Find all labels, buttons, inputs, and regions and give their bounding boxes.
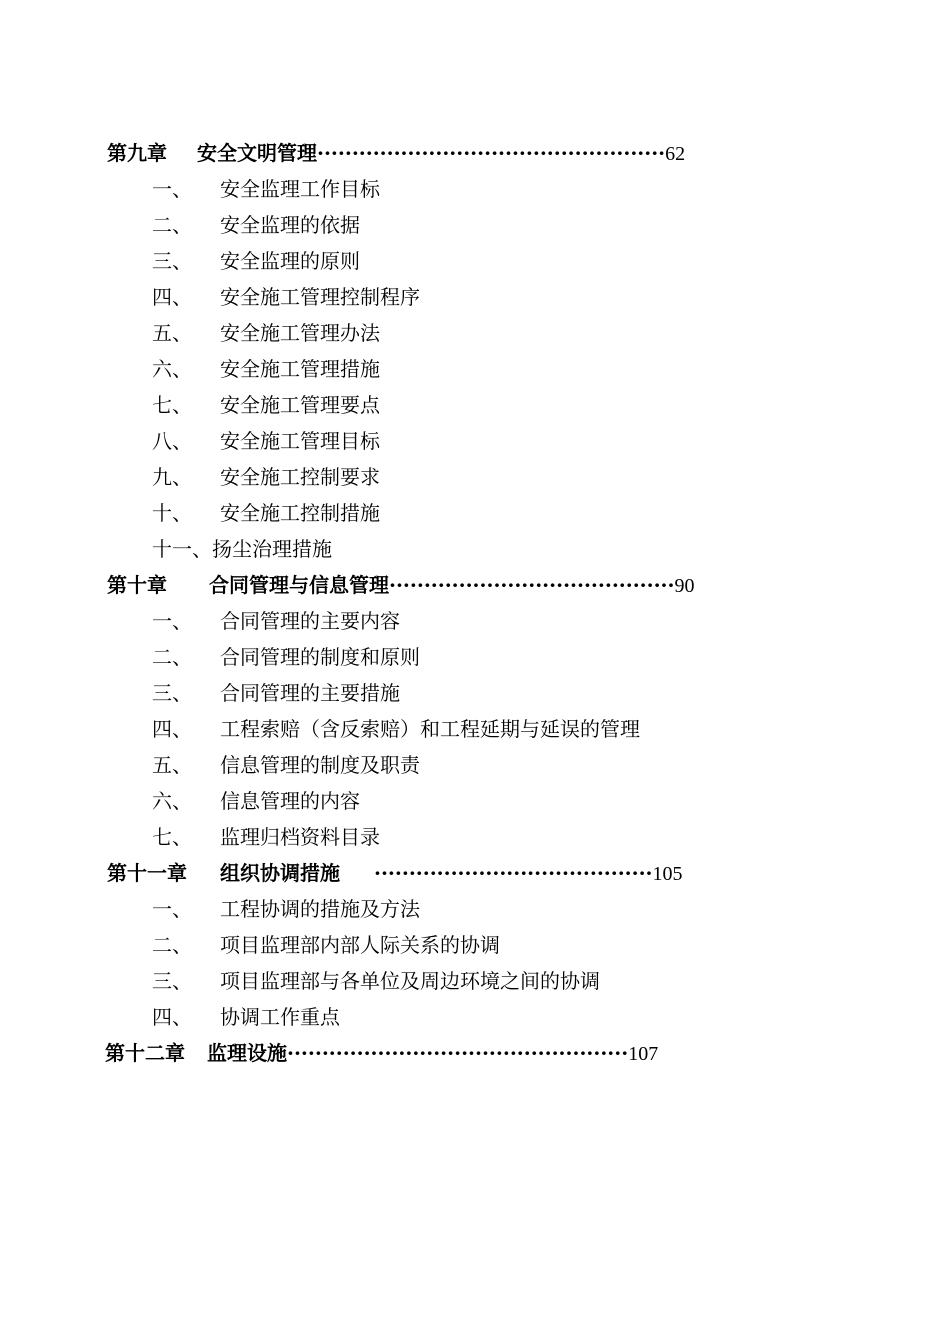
toc-item[interactable]: [152, 1002, 340, 1032]
item-number: 六、: [152, 789, 192, 813]
chapter-title: 合同管理与信息管理: [209, 573, 389, 597]
toc-item[interactable]: [152, 210, 360, 240]
dot-leader: ·········································: [389, 573, 675, 597]
item-title: 信息管理的制度及职责: [220, 753, 420, 777]
item-title: 扬尘治理措施: [212, 537, 332, 561]
item-title: 安全施工管理要点: [220, 393, 380, 417]
toc-item[interactable]: [152, 606, 400, 636]
dot-leader: ·················································: [287, 1041, 629, 1065]
item-number: 十一、: [152, 537, 212, 561]
item-number: 七、: [152, 825, 192, 849]
toc-chapter-11[interactable]: [107, 858, 683, 888]
dot-leader: ··················································: [317, 141, 666, 165]
toc-item[interactable]: [152, 714, 640, 744]
toc-item[interactable]: [152, 462, 380, 492]
item-title: 安全施工管理控制程序: [220, 285, 420, 309]
item-title: 协调工作重点: [220, 1005, 340, 1029]
item-title: 合同管理的主要措施: [220, 681, 400, 705]
item-number: 四、: [152, 1005, 192, 1029]
toc-item[interactable]: [152, 426, 380, 456]
chapter-label: 第十二章: [105, 1041, 185, 1065]
chapter-label: 第十一章: [107, 861, 187, 885]
item-title: 工程协调的措施及方法: [220, 897, 420, 921]
toc-chapter-10[interactable]: [107, 570, 694, 600]
item-number: 十、: [152, 501, 192, 525]
item-number: 一、: [152, 897, 192, 921]
toc-item[interactable]: [152, 642, 420, 672]
toc-item[interactable]: [152, 930, 500, 960]
item-number: 七、: [152, 393, 192, 417]
toc-item[interactable]: [152, 354, 380, 384]
item-number: 三、: [152, 969, 192, 993]
item-title: 安全监理的依据: [220, 213, 360, 237]
item-number: 一、: [152, 177, 192, 201]
item-number: 八、: [152, 429, 192, 453]
item-title: 监理归档资料目录: [220, 825, 380, 849]
item-number: 一、: [152, 609, 192, 633]
item-number: 二、: [152, 933, 192, 957]
item-title: 项目监理部与各单位及周边环境之间的协调: [220, 969, 600, 993]
item-number: 六、: [152, 357, 192, 381]
toc-item[interactable]: [152, 318, 380, 348]
item-title: 安全监理工作目标: [220, 177, 380, 201]
toc-item[interactable]: [152, 498, 380, 528]
toc-item[interactable]: [152, 282, 420, 312]
toc-item[interactable]: [152, 174, 380, 204]
item-title: 安全施工管理措施: [220, 357, 380, 381]
item-title: 合同管理的制度和原则: [220, 645, 420, 669]
chapter-label: 第十章: [107, 573, 167, 597]
item-title: 安全施工控制要求: [220, 465, 380, 489]
item-title: 安全监理的原则: [220, 249, 360, 273]
item-title: 信息管理的内容: [220, 789, 360, 813]
dot-leader: ········································: [374, 861, 653, 885]
chapter-title: 组织协调措施: [220, 861, 340, 885]
page-number: 107: [628, 1043, 659, 1065]
toc-item[interactable]: [152, 786, 360, 816]
item-number: 四、: [152, 285, 192, 309]
toc-item[interactable]: [152, 390, 380, 420]
toc-chapter-12[interactable]: [105, 1038, 658, 1068]
item-number: 二、: [152, 645, 192, 669]
page-number: 105: [652, 863, 683, 885]
page-number: 90: [674, 575, 695, 597]
toc-item[interactable]: [152, 966, 600, 996]
toc-item[interactable]: [152, 750, 420, 780]
toc-item[interactable]: [152, 678, 400, 708]
toc-item[interactable]: [152, 822, 380, 852]
item-title: 工程索赔（含反索赔）和工程延期与延误的管理: [220, 717, 640, 741]
toc-chapter-9[interactable]: [107, 138, 685, 168]
chapter-title: 安全文明管理: [197, 141, 317, 165]
toc-item[interactable]: [152, 894, 420, 924]
item-number: 三、: [152, 249, 192, 273]
chapter-label: 第九章: [107, 141, 167, 165]
item-title: 合同管理的主要内容: [220, 609, 400, 633]
item-number: 二、: [152, 213, 192, 237]
item-title: 安全施工控制措施: [220, 501, 380, 525]
item-number: 九、: [152, 465, 192, 489]
item-title: 项目监理部内部人际关系的协调: [220, 933, 500, 957]
chapter-title: 监理设施: [207, 1041, 287, 1065]
item-title: 安全施工管理目标: [220, 429, 380, 453]
item-number: 五、: [152, 753, 192, 777]
toc-item[interactable]: [152, 534, 332, 564]
item-title: 安全施工管理办法: [220, 321, 380, 345]
item-number: 四、: [152, 717, 192, 741]
toc-item[interactable]: [152, 246, 360, 276]
item-number: 三、: [152, 681, 192, 705]
page-number: 62: [665, 143, 686, 165]
item-number: 五、: [152, 321, 192, 345]
